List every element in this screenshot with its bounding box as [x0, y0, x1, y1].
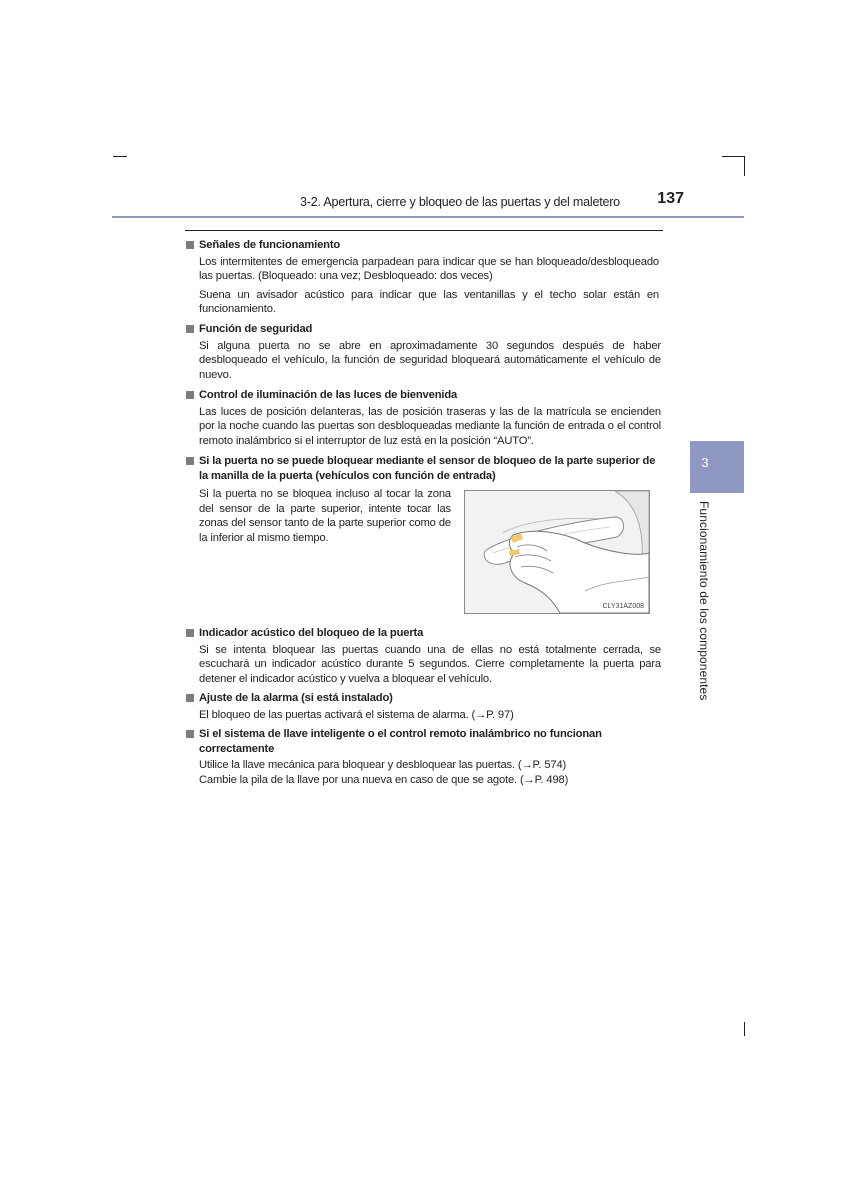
section-heading: Indicador acústico del bloqueo de la puerta: [199, 627, 424, 639]
section-alarma: [186, 691, 666, 722]
section-paragraph: Si alguna puerta no se abre en aproximadamente 30 segundos después de haber desbloqueado el vehículo, la función de seguridad bloqueará automáticamente el vehículo de nuevo.: [199, 339, 661, 381]
square-bullet-icon: [186, 629, 194, 637]
chapter-number: 3: [701, 455, 709, 470]
section-heading: Si el sistema de llave inteligente o el control remoto inalámbrico no funcionan correctamente: [199, 728, 602, 755]
section-paragraph: Los intermitentes de emergencia parpadean para indicar que se han bloqueado/desbloqueado las puertas. (Bloqueado: una vez; Desbloqueado: dos veces): [199, 255, 659, 282]
section-senales: [186, 238, 666, 317]
section-paragraph: Si se intenta bloquear las puertas cuando una de ellas no está totalmente cerrada, se escuchará un indicador acústico durante 5 segundos. Cierre completamente la puerta para detener el indicador acústico y vuelva a bloquear el vehículo.: [199, 643, 661, 685]
section-heading: Función de seguridad: [199, 323, 313, 335]
crop-mark-top-right-h: [722, 156, 745, 157]
crop-mark-top-right-v: [744, 156, 745, 176]
square-bullet-icon: [186, 694, 194, 702]
square-bullet-icon: [186, 241, 194, 249]
square-bullet-icon: [186, 730, 194, 738]
content-rule: [185, 230, 663, 231]
section-seguridad: [186, 322, 666, 382]
section-heading: Control de iluminación de las luces de bienvenida: [199, 389, 458, 401]
section-iluminacion: [186, 388, 666, 448]
figure-code: CLY31AZ008: [602, 603, 644, 610]
section-heading: Señales de funcionamiento: [199, 239, 341, 251]
running-header: 3-2. Apertura, cierre y bloqueo de las puertas y del maletero: [300, 195, 620, 209]
crop-mark-top-left: [113, 156, 127, 157]
square-bullet-icon: [186, 457, 194, 465]
section-paragraph: Utilice la llave mecánica para bloquear y desbloquear las puertas. (→P. 574): [199, 759, 567, 771]
section-indicador-acustico: [186, 626, 666, 686]
square-bullet-icon: [186, 325, 194, 333]
section-paragraph: Cambie la pila de la llave por una nueva en caso de que se agote. (→P. 498): [199, 773, 569, 786]
section-heading: Ajuste de la alarma (si está instalado): [199, 692, 393, 704]
door-handle-touch-illustration-icon: [465, 491, 649, 613]
chapter-tab: [690, 441, 744, 493]
square-bullet-icon: [186, 391, 194, 399]
section-heading: Si la puerta no se puede bloquear mediante el sensor de bloqueo de la parte superior de la manilla de la puerta (vehículos con función de entrada): [199, 455, 656, 482]
page-number: 137: [657, 190, 684, 207]
door-handle-figure: [464, 490, 650, 614]
section-paragraph: Las luces de posición delanteras, las de posición traseras y las de la matrícula se encienden por la noche cuando las puertas son desbloqueadas mediante la función de entrada o el control remoto inalámbrico si el interruptor de luz está en la posición “AUTO”.: [199, 405, 661, 447]
crop-mark-bottom-right: [744, 1022, 745, 1036]
header-rule: [112, 216, 744, 218]
section-paragraph: Si la puerta no se bloquea incluso al tocar la zona del sensor de la parte superior, intente tocar las zonas del sensor tanto de la parte superior como de la inferior al mismo tiempo.: [199, 488, 451, 544]
section-paragraph: El bloqueo de las puertas activará el sistema de alarma. (→P. 97): [199, 708, 514, 721]
chapter-title: Funcionamiento de los componentes: [697, 501, 711, 701]
section-llave-inteligente: [186, 727, 666, 787]
section-paragraph: Suena un avisador acústico para indicar que las ventanillas y el techo solar están en funcionamiento.: [199, 288, 659, 315]
